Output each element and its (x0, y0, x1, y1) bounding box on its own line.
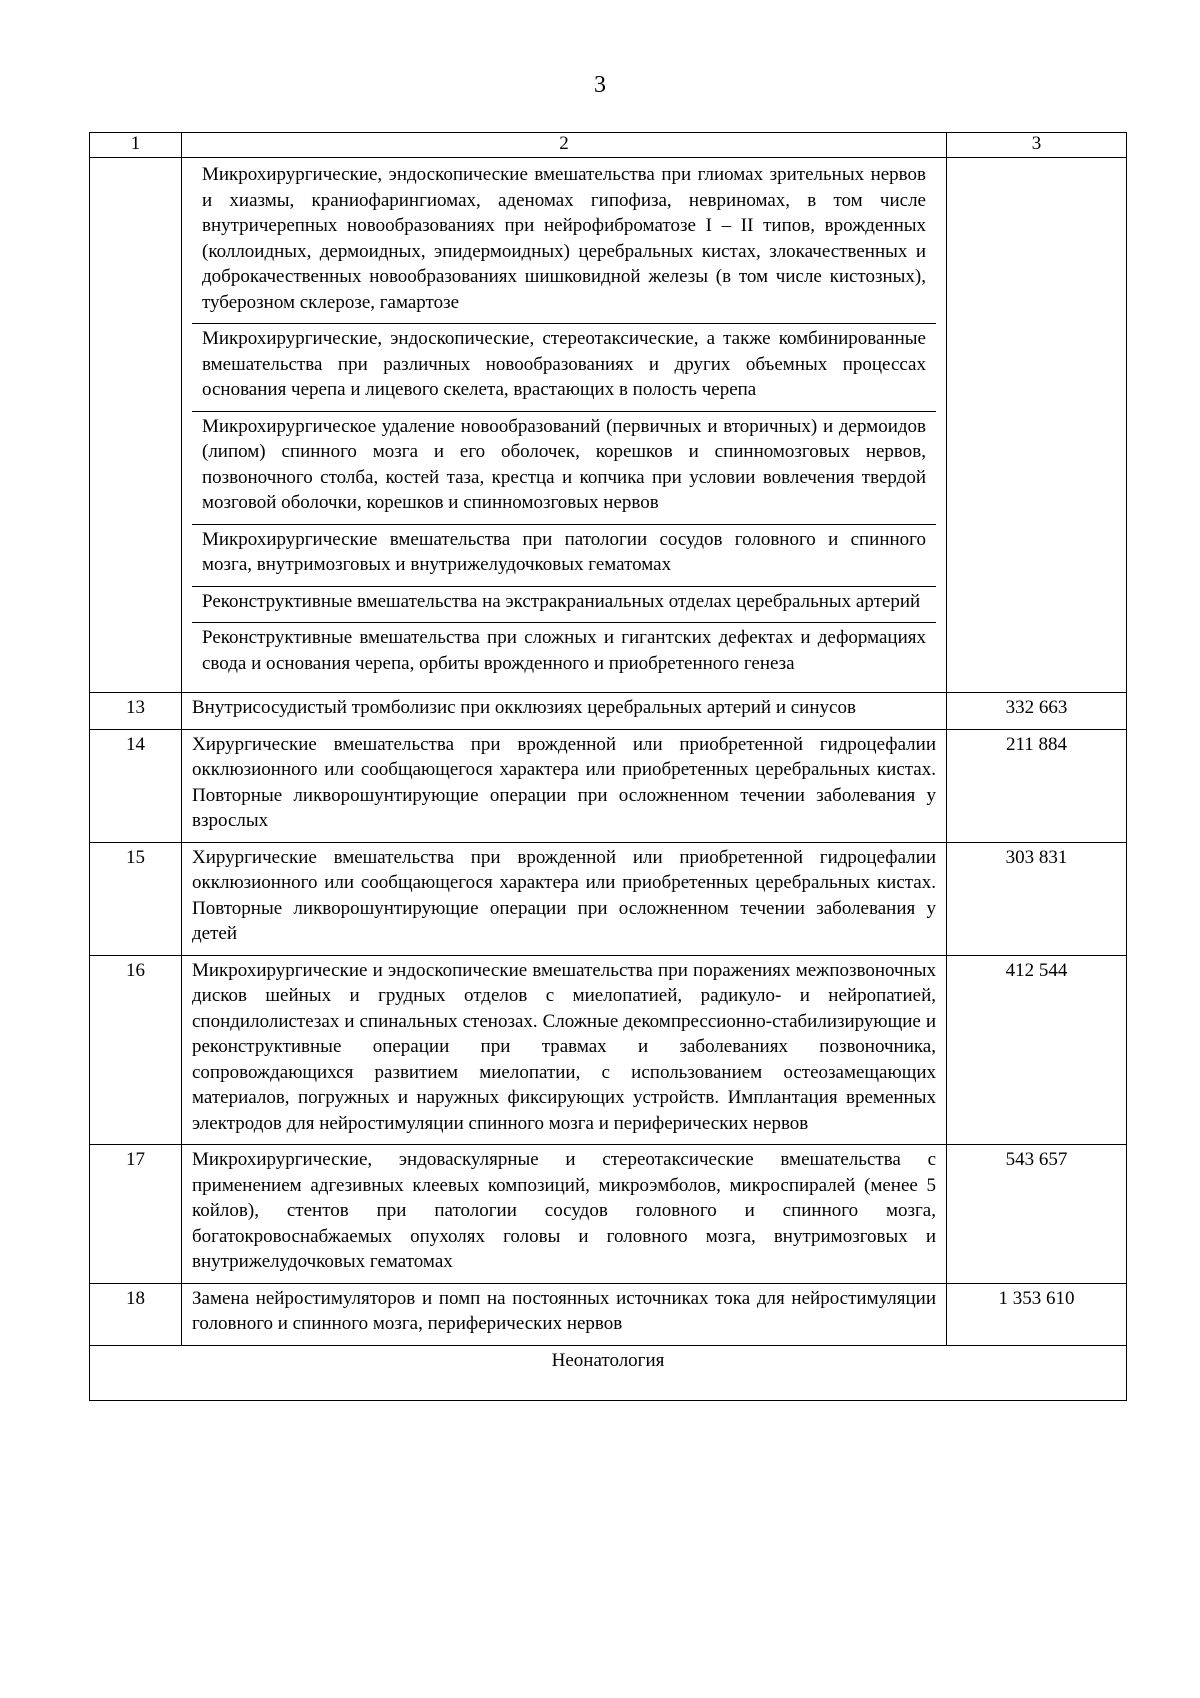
table-row-continued (90, 158, 1127, 693)
sub-item: Микрохирургические, эндоскопические, стереотаксические, а также комбинированные вмешательства при различных новообразованиях и других объемных процессах основания черепа и лицевого скелета, врастающих в полость черепа (192, 324, 936, 412)
section-header-row (90, 1345, 1127, 1400)
page-number: 3 (594, 72, 606, 98)
row-description: Микрохирургические и эндоскопические вмешательства при поражениях межпозвоночных дисков шейных и грудных отделов с миелопатией, радикуло- и нейропатией, спондилолистезах и спинальных стенозах. Сложные декомпрессионно-стабилизирующие и реконструктивные операции при травмах и заболеваниях позвоночника, сопровождающихся развитием миелопатии, с использованием остеозамещающих материалов, погружных и наружных фиксирующих устройств. Имплантация временных электродов для нейростимуляции спинного мозга и периферических нервов (182, 955, 947, 1145)
table-row (90, 842, 1127, 955)
continued-items-cell (182, 158, 947, 693)
sub-item: Реконструктивные вмешательства при сложных и гигантских дефектах и деформациях свода и основания черепа, орбиты врожденного и приобретенного генеза (202, 627, 926, 674)
sub-item: Микрохирургические, эндоскопические вмешательства при глиомах зрительных нервов и хиазмы, краниофарингиомах, аденомах гипофиза, невриномах, в том числе внутричерепных новообразованиях при нейрофиброматозе I – II типов, врожденных (коллоидных, дермоидных, эпидермоидных) церебральных кистах, злокачественных и доброкачественных новообразованиях шишковидной железы (в том числе кистозных), туберозном склерозе, гамартозе (192, 160, 936, 324)
sub-item: Микрохирургическое удаление новообразований (первичных и вторичных) и дермоидов (липом) спинного мозга и его оболочек, корешков и спинномозговых нервов, позвоночного столба, костей таза, крестца и копчика при условии вовлечения твердой мозговой оболочки, корешков и спинномозговых нервов (192, 412, 936, 525)
section-title: Неонатология (90, 1345, 1127, 1400)
table-row (90, 1283, 1127, 1345)
services-table (89, 132, 1127, 1401)
row-number: 14 (90, 729, 182, 842)
row-value: 543 657 (947, 1145, 1127, 1284)
row-value: 332 663 (947, 693, 1127, 730)
table-row (90, 1145, 1127, 1284)
row-number: 17 (90, 1145, 182, 1284)
row-description: Хирургические вмешательства при врожденной или приобретенной гидроцефалии окклюзионного или сообщающегося характера или приобретенных церебральных кистах. Повторные ликворошунтирующие операции при осложненном течении заболевания у детей (182, 842, 947, 955)
row-number-cell (90, 158, 182, 693)
header-col-2: 2 (182, 133, 947, 158)
sub-item: Реконструктивные вмешательства на экстракраниальных отделах церебральных артерий (192, 587, 936, 624)
row-number: 18 (90, 1283, 182, 1345)
sub-item: Микрохирургические вмешательства при патологии сосудов головного и спинного мозга, внутримозговых и внутрижелудочковых гематомах (192, 525, 936, 587)
row-description: Хирургические вмешательства при врожденной или приобретенной гидроцефалии окклюзионного или сообщающегося характера или приобретенных церебральных кистах. Повторные ликворошунтирующие операции при осложненном течении заболевания у взрослых (182, 729, 947, 842)
row-number: 15 (90, 842, 182, 955)
row-description: Микрохирургические, эндоваскулярные и стереотаксические вмешательства с применением адгезивных клеевых композиций, микроэмболов, микроспиралей (менее 5 койлов), стентов при патологии сосудов головного и спинного мозга, богатокровоснабжаемых опухолях головы и головного мозга, внутримозговых и внутрижелудочковых гематомах (182, 1145, 947, 1284)
table-row (90, 955, 1127, 1145)
row-value: 1 353 610 (947, 1283, 1127, 1345)
row-description: Внутрисосудистый тромболизис при окклюзиях церебральных артерий и синусов (182, 693, 947, 730)
row-value: 412 544 (947, 955, 1127, 1145)
value-cell (947, 158, 1127, 693)
row-value: 211 884 (947, 729, 1127, 842)
row-number: 16 (90, 955, 182, 1145)
row-value: 303 831 (947, 842, 1127, 955)
row-number: 13 (90, 693, 182, 730)
header-col-3: 3 (947, 133, 1127, 158)
table-header-row (90, 133, 1127, 158)
row-description: Замена нейростимуляторов и помп на постоянных источниках тока для нейростимуляции головного и спинного мозга, периферических нервов (182, 1283, 947, 1345)
table-row (90, 729, 1127, 842)
header-col-1: 1 (90, 133, 182, 158)
table-row (90, 693, 1127, 730)
